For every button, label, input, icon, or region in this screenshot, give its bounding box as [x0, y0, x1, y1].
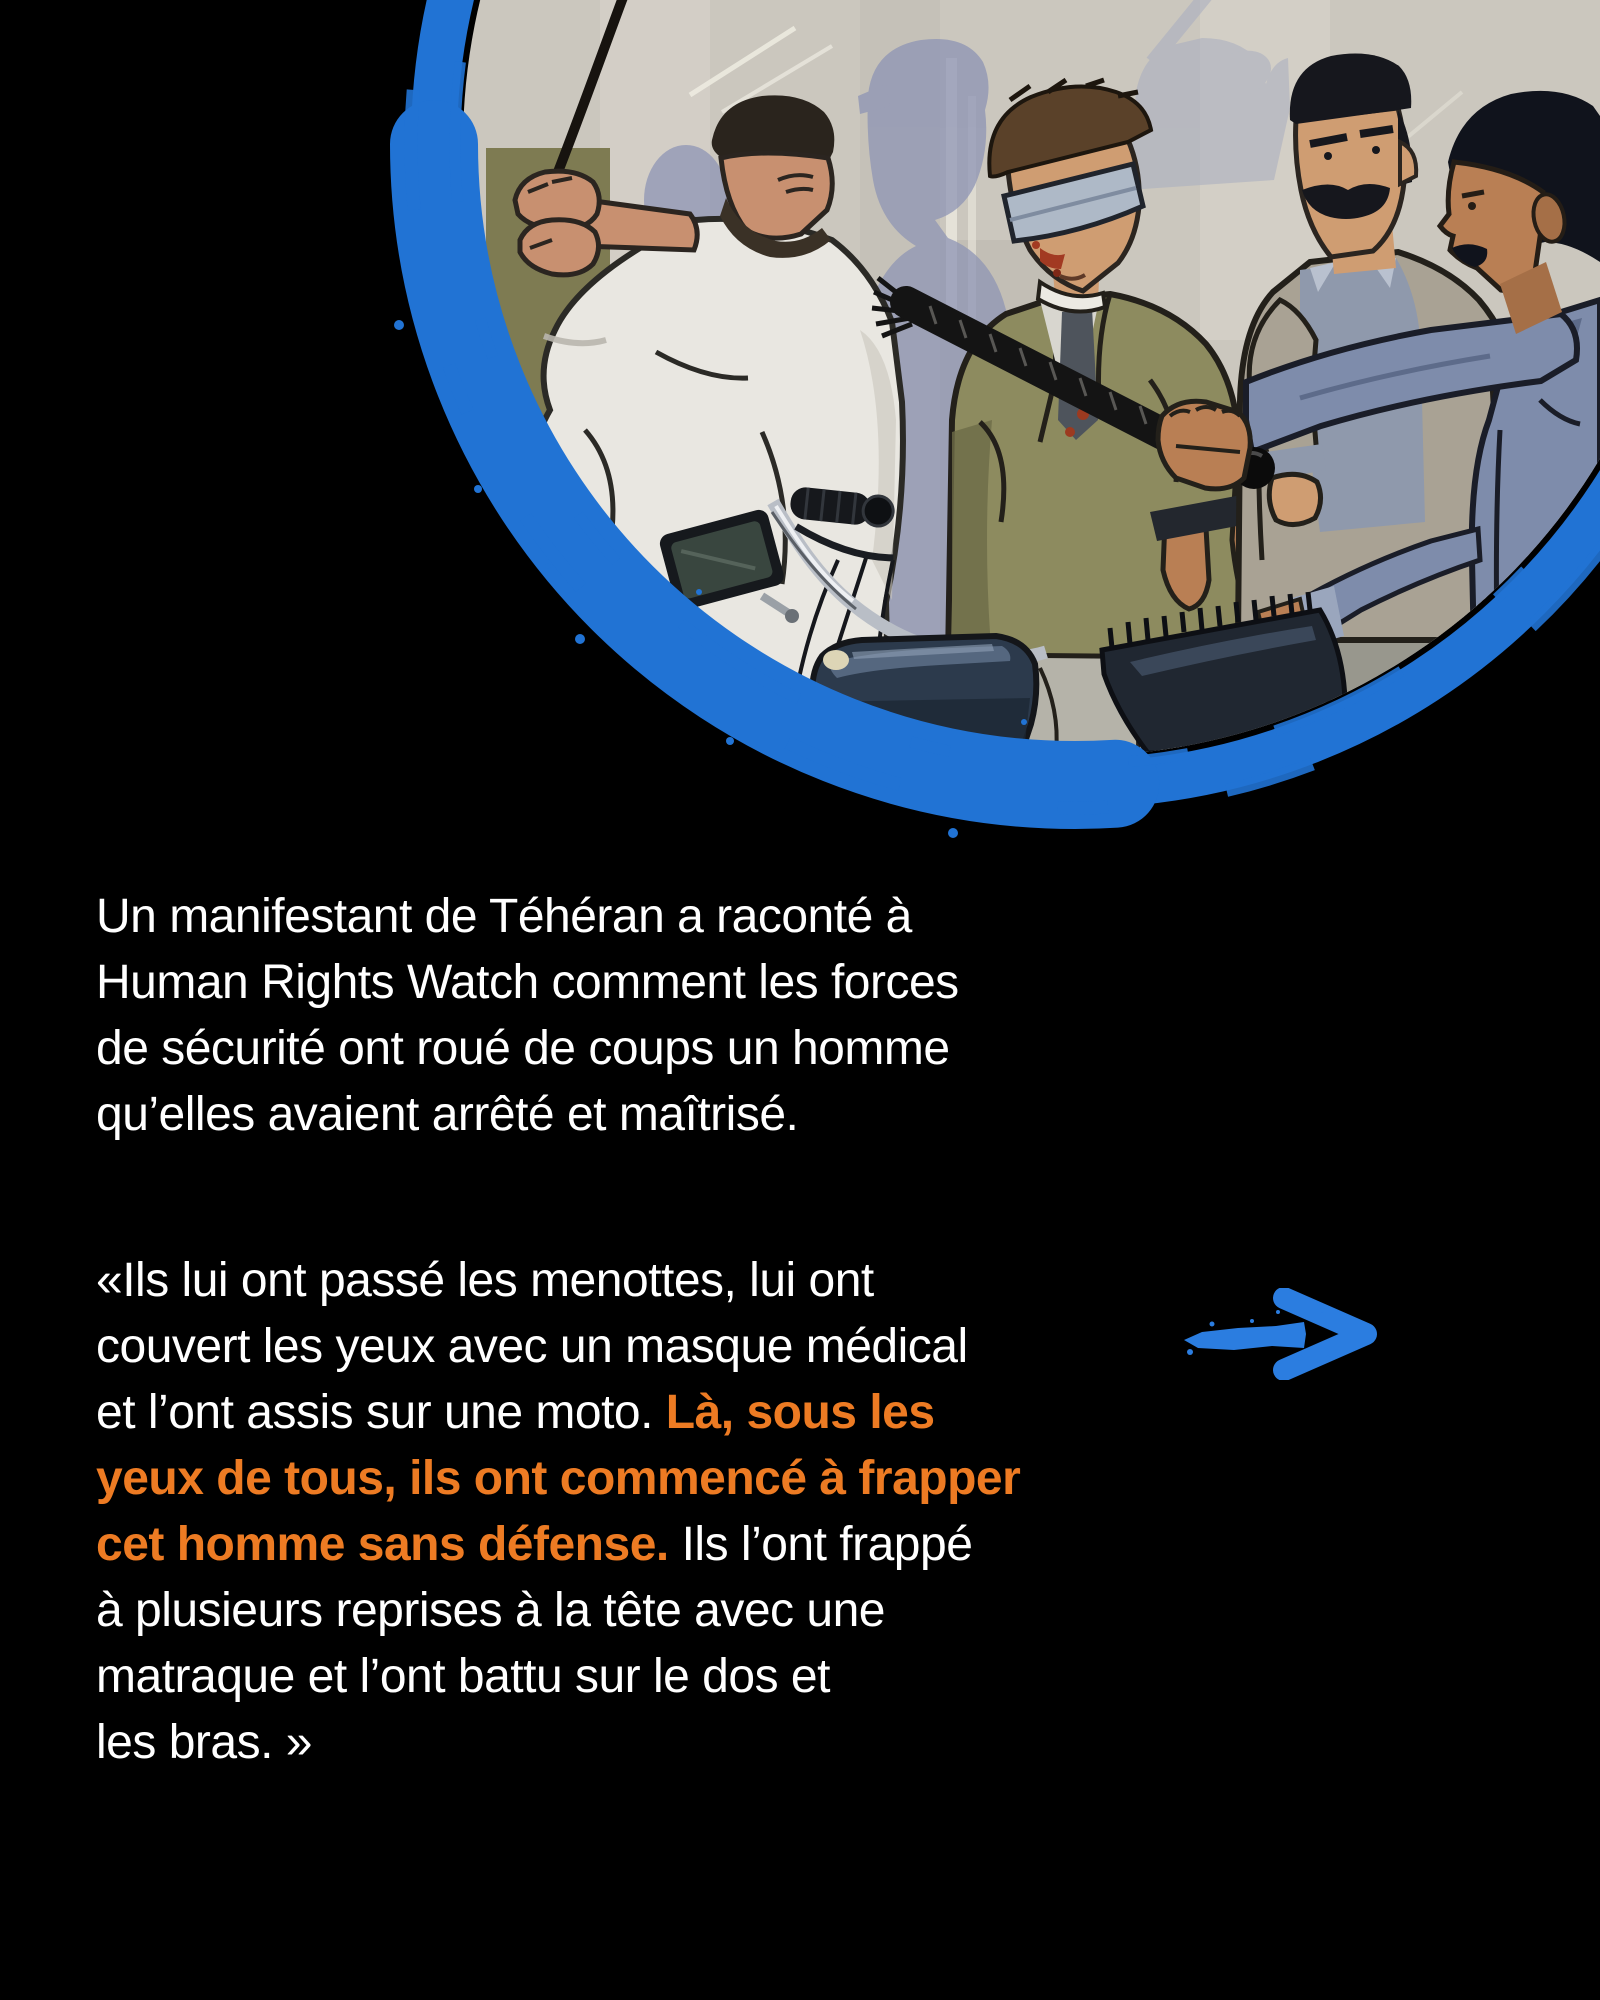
text-line: [96, 1710, 1126, 1776]
intro-paragraph: [96, 884, 1126, 1148]
text-segment: qu’elles avaient arrêté et maîtrisé.: [96, 1088, 799, 1141]
beating-scene-illustration: [0, 0, 1600, 900]
text-line: [96, 1578, 1126, 1644]
illustration-circle: [0, 0, 1600, 900]
right-arrow-icon: [1180, 1288, 1390, 1380]
text-line: [96, 1380, 1126, 1446]
text-line: [96, 1644, 1126, 1710]
text-line: [96, 884, 1126, 950]
text-line: [96, 1446, 1126, 1512]
text-segment: Human Rights Watch comment les forces: [96, 956, 959, 1009]
text-line: [96, 1314, 1126, 1380]
next-arrow-icon: [1180, 1288, 1390, 1380]
text-segment: matraque et l’ont battu sur le dos et: [96, 1650, 830, 1703]
text-line: [96, 1082, 1126, 1148]
highlighted-text-segment: cet homme sans défense.: [96, 1518, 682, 1571]
text-line: [96, 1248, 1126, 1314]
text-line: [96, 1016, 1126, 1082]
text-segment: couvert les yeux avec un masque médical: [96, 1320, 968, 1373]
text-segment: «Ils lui ont passé les menottes, lui ont: [96, 1254, 874, 1307]
quote-paragraph: [96, 1248, 1126, 1776]
testimony-text: [96, 884, 1126, 1776]
text-segment: de sécurité ont roué de coups un homme: [96, 1022, 950, 1075]
highlighted-text-segment: Là, sous les: [665, 1386, 935, 1439]
text-segment: à plusieurs reprises à la tête avec une: [96, 1584, 885, 1637]
text-line: [96, 950, 1126, 1016]
text-segment: Ils l’ont frappé: [681, 1518, 973, 1571]
text-segment: Un manifestant de Téhéran a raconté à: [96, 890, 912, 943]
text-segment: les bras. »: [96, 1716, 312, 1769]
text-segment: et l’ont assis sur une moto.: [96, 1386, 666, 1439]
text-line: [96, 1512, 1126, 1578]
highlighted-text-segment: yeux de tous, ils ont commencé à frapper: [96, 1452, 1021, 1505]
